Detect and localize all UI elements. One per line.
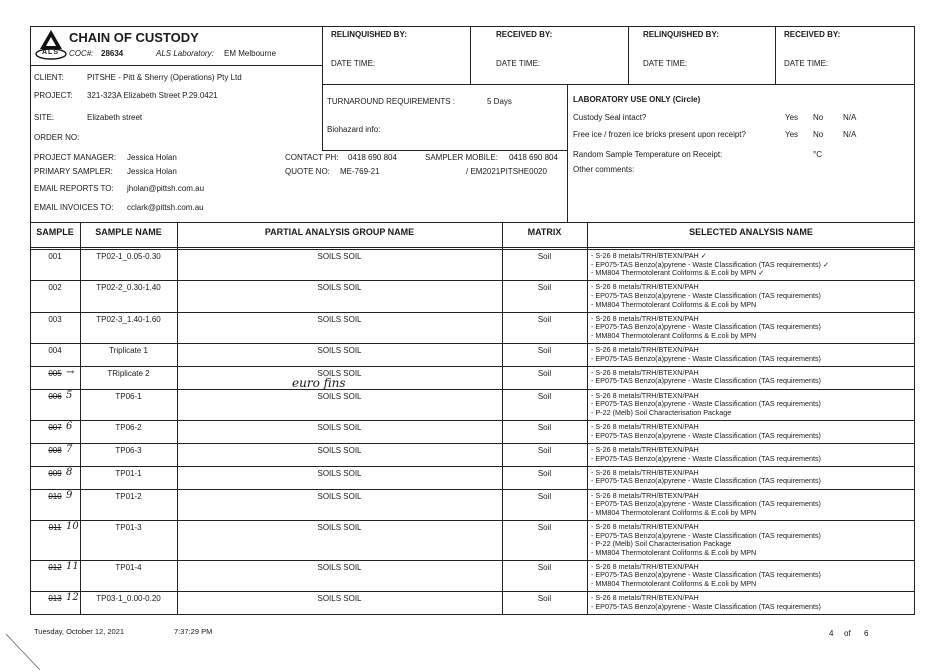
analysis-line: - S-26 8 metals/TRH/BTEXN/PAH — [591, 367, 699, 377]
divider — [322, 150, 567, 151]
header-selected-analysis: SELECTED ANALYSIS NAME — [689, 227, 813, 237]
analysis-group: SOILS SOIL — [317, 391, 362, 401]
pm-label: PROJECT MANAGER: — [34, 153, 117, 162]
analysis-line: - EP075-TAS Benzo(a)pyrene - Waste Classification (TAS requirements) — [591, 399, 821, 409]
analysis-group: SOILS SOIL — [317, 252, 362, 261]
sampler-mobile-label: SAMPLER MOBILE: — [425, 153, 498, 162]
relinquished-by-1: RELINQUISHED BY: — [331, 30, 407, 39]
analysis-line: - S-26 8 metals/TRH/BTEXN/PAH — [591, 521, 699, 531]
analysis-line: - S-26 8 metals/TRH/BTEXN/PAH — [591, 444, 699, 454]
quote-reference: / EM2021PITSHE0020 — [466, 167, 547, 176]
analysis-line: - EP075-TAS Benzo(a)pyrene - Waste Classification (TAS requirements) — [591, 601, 821, 611]
email-reports-label: EMAIL REPORTS TO: — [34, 184, 114, 193]
analysis-line: - EP075-TAS Benzo(a)pyrene - Waste Classification (TAS requirements) — [591, 430, 821, 440]
matrix: Soil — [537, 252, 552, 261]
analysis-line: - S-26 8 metals/TRH/BTEXN/PAH ✓ — [591, 251, 707, 260]
client-label: CLIENT: — [34, 73, 64, 82]
date-time-1: DATE TIME: — [331, 59, 376, 68]
project-label: PROJECT: — [34, 91, 73, 100]
handwritten-sample-number: 5 — [66, 389, 73, 401]
divider — [322, 26, 323, 150]
analysis-line: - EP075-TAS Benzo(a)pyrene - Waste Classification (TAS requirements) — [591, 353, 821, 363]
analysis-line: - MM804 Thermotolerant Coliforms & E.coli by MPN — [591, 579, 757, 588]
sample-name: TP06-1 — [115, 391, 142, 401]
row-divider — [30, 591, 915, 592]
row-divider — [30, 443, 915, 444]
sample-name: TP02-2_0.30-1.40 — [96, 283, 161, 293]
ice-yes: Yes — [785, 130, 799, 139]
page-of: of — [844, 629, 851, 638]
matrix: Soil — [537, 491, 552, 501]
divider — [322, 84, 915, 85]
email-invoices-value: cclark@pittsh.com.au — [127, 203, 204, 212]
project-value: 321-323A Elizabeth Street P.29.0421 — [87, 91, 218, 100]
sample-number: 006 — [48, 391, 62, 401]
sample-number: 011 — [48, 522, 62, 532]
matrix: Soil — [537, 368, 552, 378]
form-title: CHAIN OF CUSTODY — [69, 30, 199, 45]
divider — [567, 84, 568, 223]
sample-number: 009 — [48, 468, 62, 478]
row-divider — [30, 560, 915, 561]
analysis-line: - S-26 8 metals/TRH/BTEXN/PAH — [591, 282, 699, 292]
analysis-line: - S-26 8 metals/TRH/BTEXN/PAH — [591, 422, 699, 432]
lab-label: ALS Laboratory: — [156, 49, 214, 58]
analysis-line: - S-26 8 metals/TRH/BTEXN/PAH — [591, 390, 699, 400]
sample-name: TP02-3_1.40-1.60 — [96, 314, 161, 324]
sample-name: TP06-3 — [115, 445, 142, 455]
analysis-group: SOILS SOIL — [317, 346, 362, 355]
page-total: 6 — [864, 629, 869, 638]
comments-label: Other comments: — [573, 165, 635, 174]
matrix: Soil — [537, 314, 552, 324]
handwritten-sample-number: 7 — [66, 443, 73, 455]
email-reports-value: jholan@pittsh.com.au — [127, 184, 205, 193]
sample-name: TP03-1_0.00-0.20 — [96, 594, 161, 604]
sample-name: TP01-2 — [115, 491, 142, 501]
row-divider — [30, 312, 915, 313]
handwritten-sample-number: 11 — [66, 560, 79, 572]
analysis-group: SOILS SOIL — [317, 491, 362, 501]
row-divider — [30, 366, 915, 367]
divider — [30, 65, 322, 66]
handwritten-sample-number: 6 — [66, 421, 73, 433]
ice-no: No — [813, 130, 824, 139]
header-divider — [30, 247, 915, 248]
analysis-line: - EP075-TAS Benzo(a)pyrene - Waste Classification (TAS requirements) — [591, 290, 821, 300]
sample-name: TP01-1 — [115, 468, 142, 478]
row-divider — [30, 343, 915, 344]
sample-name: TP01-3 — [115, 522, 142, 532]
analysis-group: SOILS SOIL — [317, 445, 362, 455]
quote-label: QUOTE NO: — [285, 167, 330, 176]
matrix: Soil — [537, 283, 552, 293]
ice-label: Free ice / frozen ice bricks present upon receipt? — [573, 130, 746, 139]
analysis-line: - EP075-TAS Benzo(a)pyrene - Waste Classification (TAS requirements) — [591, 453, 821, 463]
sample-number: 005 — [48, 368, 62, 378]
footer-time: 7:37:29 PM — [174, 627, 213, 636]
order-label: ORDER NO: — [34, 133, 80, 142]
analysis-line: - EP075-TAS Benzo(a)pyrene - Waste Classification (TAS requirements) — [591, 570, 821, 580]
sample-name: TP06-2 — [115, 423, 142, 433]
analysis-line: - S-26 8 metals/TRH/BTEXN/PAH — [591, 345, 699, 354]
sample-number: 007 — [48, 423, 62, 433]
sample-number: 004 — [48, 346, 62, 355]
logo-text: ALS — [42, 49, 59, 56]
biohazard-label: Biohazard info: — [327, 125, 381, 134]
footer-date: Tuesday, October 12, 2021 — [34, 627, 125, 636]
received-by-1: RECEIVED BY: — [496, 30, 553, 39]
sampler-label: PRIMARY SAMPLER: — [34, 167, 113, 176]
header-sample: SAMPLE — [36, 227, 74, 237]
header-divider — [30, 249, 915, 250]
sample-number: 008 — [48, 445, 62, 455]
matrix: Soil — [537, 423, 552, 433]
date-time-2: DATE TIME: — [496, 59, 541, 68]
quote-value: ME-769-21 — [340, 167, 380, 176]
analysis-group: SOILS SOIL — [317, 594, 362, 604]
als-logo — [34, 28, 68, 60]
analysis-group: SOILS SOIL — [317, 314, 362, 324]
analysis-group: SOILS SOIL — [317, 283, 362, 293]
turnaround-value: 5 Days — [487, 97, 512, 106]
divider — [470, 26, 471, 84]
analysis-group: SOILS SOIL — [317, 423, 362, 433]
contact-label: CONTACT PH: — [285, 153, 339, 162]
analysis-line: - S-26 8 metals/TRH/BTEXN/PAH — [591, 467, 699, 477]
sample-name: TP02-1_0.05-0.30 — [96, 252, 161, 261]
matrix: Soil — [537, 346, 552, 355]
page-number: 4 — [829, 629, 834, 638]
matrix: Soil — [537, 522, 552, 532]
temperature-label: Random Sample Temperature on Receipt: — [573, 150, 723, 159]
matrix: Soil — [537, 594, 552, 604]
analysis-group: SOILS SOIL — [317, 522, 362, 532]
temperature-unit: °C — [813, 150, 822, 159]
analysis-line: - EP075-TAS Benzo(a)pyrene - Waste Classification (TAS requirements) — [591, 322, 821, 332]
handwritten-sample-number: 9 — [66, 489, 73, 501]
header-sample-name: SAMPLE NAME — [95, 227, 162, 237]
sample-number: 010 — [48, 491, 62, 501]
analysis-line: - P-22 (Melb) Soil Characterisation Package — [591, 539, 732, 549]
analysis-line: - EP075-TAS Benzo(a)pyrene - Waste Classification (TAS requirements) — [591, 530, 821, 540]
contact-value: 0418 690 804 — [348, 153, 397, 162]
matrix: Soil — [537, 562, 552, 572]
analysis-line: - MM804 Thermotolerant Coliforms & E.coli by MPN — [591, 547, 757, 557]
analysis-line: - MM804 Thermotolerant Coliforms & E.coli by MPN ✓ — [591, 268, 765, 278]
matrix: Soil — [537, 391, 552, 401]
turnaround-label: TURNAROUND REQUIREMENTS : — [327, 97, 456, 106]
handwritten-sample-number: 8 — [66, 466, 73, 478]
relinquished-by-2: RELINQUISHED BY: — [643, 30, 719, 39]
sample-name: Triplicate 1 — [109, 346, 148, 355]
sampler-mobile-value: 0418 690 804 — [509, 153, 558, 162]
lab-use-title: LABORATORY USE ONLY (Circle) — [573, 95, 701, 104]
analysis-group: SOILS SOIL — [317, 468, 362, 478]
sampler-value: Jessica Holan — [127, 167, 177, 176]
row-divider — [30, 280, 915, 281]
analysis-line: - P-22 (Melb) Soil Characterisation Package — [591, 407, 732, 417]
row-divider — [30, 520, 915, 521]
scan-artifact — [0, 630, 60, 672]
date-time-4: DATE TIME: — [784, 59, 829, 68]
site-label: SITE: — [34, 113, 55, 122]
custody-seal-label: Custody Seal intact? — [573, 113, 647, 122]
analysis-line: - S-26 8 metals/TRH/BTEXN/PAH — [591, 313, 699, 323]
coc-number: 28634 — [101, 49, 124, 58]
sample-name: TRiplicate 2 — [107, 368, 150, 378]
header-partial-analysis: PARTIAL ANALYSIS GROUP NAME — [264, 227, 415, 237]
sample-number: 003 — [48, 314, 62, 324]
analysis-line: - EP075-TAS Benzo(a)pyrene - Waste Classification (TAS requirements) — [591, 476, 821, 486]
sample-number: 013 — [48, 594, 62, 604]
handwritten-sample-number: → — [66, 366, 75, 378]
analysis-line: - S-26 8 metals/TRH/BTEXN/PAH — [591, 561, 699, 571]
received-by-2: RECEIVED BY: — [784, 30, 841, 39]
row-divider — [30, 489, 915, 490]
analysis-line: - S-26 8 metals/TRH/BTEXN/PAH — [591, 593, 699, 603]
handwritten-note: euro fins — [292, 375, 346, 390]
analysis-line: - MM804 Thermotolerant Coliforms & E.coli by MPN — [591, 330, 757, 340]
handwritten-sample-number: 12 — [66, 592, 79, 604]
seal-no: No — [813, 113, 824, 122]
lab-value: EM Melbourne — [224, 49, 277, 58]
analysis-line: - EP075-TAS Benzo(a)pyrene - Waste Classification (TAS requirements) — [591, 376, 821, 386]
seal-na: N/A — [843, 113, 857, 122]
row-divider — [30, 420, 915, 421]
divider — [628, 26, 629, 84]
matrix: Soil — [537, 445, 552, 455]
sample-number: 001 — [48, 252, 62, 261]
client-value: PITSHE - Pitt & Sherry (Operations) Pty Ltd — [87, 73, 242, 82]
analysis-line: - S-26 8 metals/TRH/BTEXN/PAH — [591, 490, 699, 500]
date-time-3: DATE TIME: — [643, 59, 688, 68]
handwritten-sample-number: 10 — [66, 520, 79, 532]
coc-label: COC#: — [69, 49, 94, 58]
header-matrix: MATRIX — [527, 227, 562, 237]
ice-na: N/A — [843, 130, 857, 139]
sample-number: 002 — [48, 283, 62, 293]
analysis-line: - EP075-TAS Benzo(a)pyrene - Waste Classification (TAS requirements) ✓ — [591, 259, 829, 269]
sample-name: TP01-4 — [115, 562, 142, 572]
matrix: Soil — [537, 468, 552, 478]
row-divider — [30, 466, 915, 467]
email-invoices-label: EMAIL INVOICES TO: — [34, 203, 114, 212]
site-value: Elizabeth street — [87, 113, 143, 122]
analysis-group: SOILS SOIL — [317, 368, 362, 378]
seal-yes: Yes — [785, 113, 799, 122]
sample-number: 012 — [48, 562, 62, 572]
row-divider — [30, 389, 915, 390]
analysis-line: - EP075-TAS Benzo(a)pyrene - Waste Classification (TAS requirements) — [591, 499, 821, 509]
divider — [775, 26, 776, 84]
analysis-line: - MM804 Thermotolerant Coliforms & E.coli by MPN — [591, 507, 757, 517]
analysis-group: SOILS SOIL — [317, 562, 362, 572]
pm-value: Jessica Holan — [127, 153, 177, 162]
analysis-line: - MM804 Thermotolerant Coliforms & E.coli by MPN — [591, 299, 757, 309]
